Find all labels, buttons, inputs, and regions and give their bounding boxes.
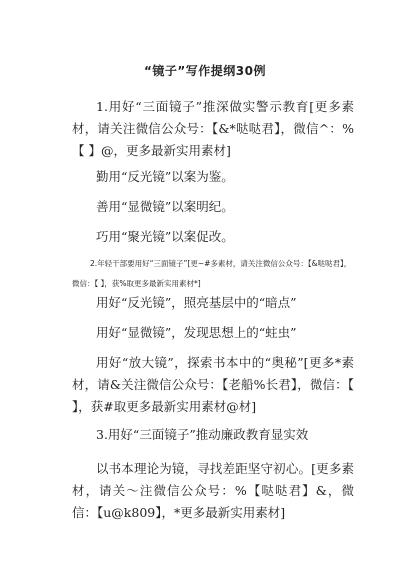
paragraph-magnifier-mysteries: 用好“放大镜”，探索书本中的“奥秘”[更多*素材，请&关注微信公众号：【老船%长君】，微信：【 】，获#取更多最新实用素材@材] [72, 355, 354, 414]
paragraph-reflector: 勤用“反光镜”以案为鉴。 [96, 169, 234, 184]
paragraph-theory-mirror: 以书本理论为镜，寻找差距坚守初心。[更多素材，请关～注微信公众号：%【哒哒君】&，微信：【u@k809】，*更多最新实用素材] [72, 461, 354, 520]
paragraph-section-3-heading: 3.用好“三面镜子”推动廉政教育显实效 [96, 427, 309, 442]
paragraph-spotlight: 巧用“聚光镜”以案促改。 [96, 229, 234, 244]
paragraph-reflector-dark-spots: 用好“反光镜”，照亮基层中的“暗点” [96, 295, 297, 310]
paragraph-section-2-heading: 2.年轻干部要用好“三面镜子”[更~#多素材，请关注微信公众号：【&哒哒君】，微信：【 】，获%取更多最新实用素材*] [72, 259, 352, 288]
paragraph-microscope-worms: 用好“显微镜”，发现思想上的“蛀虫” [96, 325, 297, 340]
paragraph-section-1-heading: 1.用好“三面镜子”推深做实警示教育[更多素材，请关注微信公众号：【&*哒哒君】，微信^：%【 】@，更多最新实用素材] [72, 99, 354, 158]
paragraph-microscope: 善用“显微镜”以案明纪。 [96, 199, 234, 214]
document-title: “镜子”写作提纲30例 [144, 64, 266, 78]
